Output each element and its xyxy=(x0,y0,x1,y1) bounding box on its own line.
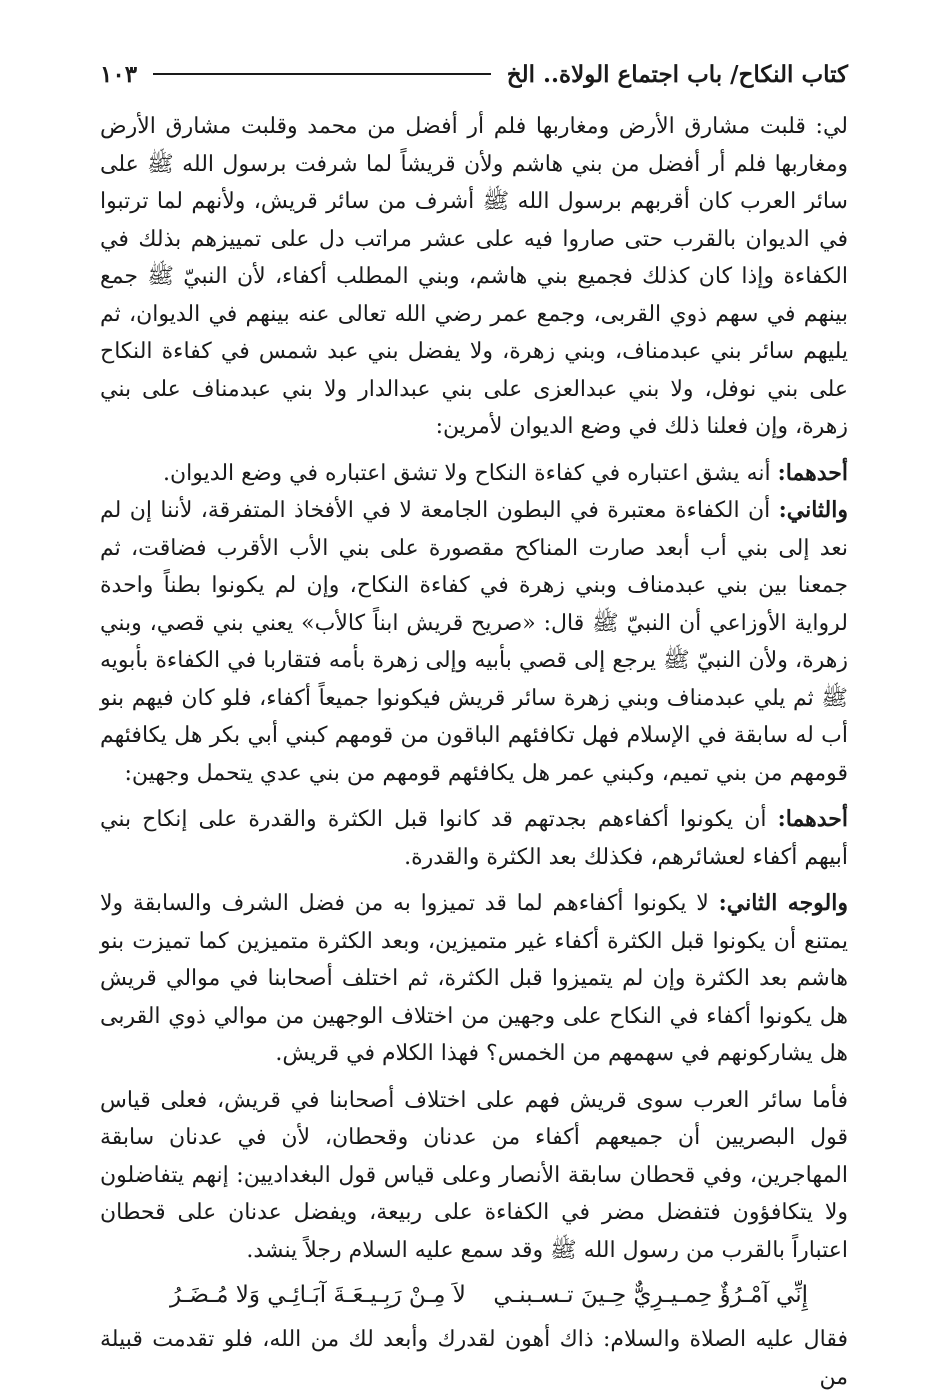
chapter-title: كتاب النكاح/ باب اجتماع الولاة.. الخ xyxy=(506,60,848,88)
verse-first-hemistich: إِنِّي آمْـرُؤٌ حِمـيـرِيٌّ حِـينَ تـسـبنـي xyxy=(493,1282,808,1308)
poetry-verse xyxy=(100,1269,848,1321)
paragraph xyxy=(100,455,848,493)
paragraph-text: أنه يشق اعتباره في كفاءة النكاح ولا تشق اعتباره في وضع الديوان. xyxy=(163,460,778,486)
paragraph-text: لي: قلبت مشارق الأرض ومغاربها فلم أر أفضل من محمد وقلبت مشارق الأرض ومغاربها فلم أر أفضل من بني هاشم ولأن قريشاً لما شرفت برسول الله ﷺ على سائر العرب كان أقربهم برسول الله ﷺ أشرف من سائر قريش، ولأنهم لما ترتبوا في الديوان بالقرب حتى صاروا فيه على عشر مراتب دل على تمييزهم بذلك في الكفاءة وإذا كان كذلك فجميع بني هاشم، وبني المطلب أكفاء، لأن النبيّ ﷺ جمع بينهم في سهم ذوي القربى، وجمع عمر رضي الله تعالى عنه بينهم في الديوان، ثم يليهم سائر بني عبدمناف، وبني زهرة، ولا يفضل بني عبد شمس في كفاءة النكاح على بني نوفل، ولا بني عبدالعزى على بني عبدالدار ولا بني عبدمناف على بني زهرة، وإن فعلنا ذلك في وضع الديوان لأمرين: xyxy=(100,114,848,439)
paragraph xyxy=(100,492,848,792)
paragraph xyxy=(100,108,848,446)
header-rule xyxy=(153,73,491,75)
paragraph-lead: أحدهما: xyxy=(777,459,848,486)
running-header xyxy=(100,52,848,96)
paragraph-lead: والثاني: xyxy=(778,497,848,523)
paragraph-text: أن الكفاءة معتبرة في البطون الجامعة لا في الأفخاذ المتفرقة، لأننا إن لم نعد إلى بني أب أبعد صارت المناكح مقصورة على بني الأب الأقرب فضاقت، ثم جمعنا بين بني عبدمناف وبني زهرة في كفاءة النكاح، وإن لم يكونوا بطناً واحدة لرواية الأوزاعي أن النبيّ ﷺ قال: «صريح قريش ابناً كالأب» يعني بني قصي، وبني زهرة، ولأن النبيّ ﷺ يرجع إلى قصي بأبيه وإلى زهرة بأمه فتقاربا في الكفاءة بأبويه ﷺ ثم يلي عبدمناف وبني زهرة سائر قريش فيكونوا جميعاً أكفاء، فلو كان فيهم بنو أب له سابقة في الإسلام فهل تكافئهم الباقون من قومهم كبني أبي بكر هل يكافئهم قومهم من بني تميم، وكبني عمر هل يكافئهم قومهم من بني عدي يتحمل وجهين: xyxy=(100,498,848,786)
paragraph-text: أن يكونوا أكفاءهم بجدتهم قد كانوا قبل الكثرة والقدرة على إنكاح بني أبيهم أكفاء لعشائرهم، فكذلك بعد الكثرة والقدرة. xyxy=(100,807,848,870)
paragraph-text: فأما سائر العرب سوى قريش فهم على اختلاف أصحابنا في قريش، فعلى قياس قول البصريين أن جميعهم أكفاء من عدنان وقحطان، لأن في عدنان سابقة المهاجرين، وفي قحطان سابقة الأنصار وعلى قياس قول البغداديين: إنهم يتفاضلون ولا يتكافؤون فتفضل مضر في الكفاءة على ربيعة، ويفضل عدنان على قحطان اعتباراً بالقرب من رسول الله ﷺ وقد سمع عليه السلام رجلاً ينشد. xyxy=(100,1087,848,1263)
body-text xyxy=(100,108,848,1396)
paragraph-text: لا يكونوا أكفاءهم لما قد تميزوا به من فضل الشرف والسابقة ولا يمتنع أن يكونوا قبل الكثرة أكفاء غير متميزين، وبعد الكثرة متميزين كما تميزت بنو هاشم بعد الكثرة وإن لم يتميزوا قبل الكثرة، ثم اختلف أصحابنا في موالي قريش هل يكونوا أكفاء في النكاح على وجهين من اختلاف الوجهين من موالي ذوي القربى هل يشاركونهم في سهمهم من الخمس؟ فهذا الكلام في قريش. xyxy=(100,891,848,1066)
page-number: ١٠٣ xyxy=(100,60,138,88)
paragraph xyxy=(100,1321,848,1396)
paragraph xyxy=(100,1082,848,1270)
paragraph xyxy=(100,801,848,876)
paragraph-text: فقال عليه الصلاة والسلام: ذاك أهون لقدرك وأبعد لك من الله، فلو تقدمت قبيلة من xyxy=(100,1327,848,1390)
paragraph-lead: أحدهما: xyxy=(777,806,848,832)
paragraph-lead: والوجه الثاني: xyxy=(718,890,848,916)
verse-second-hemistich: لاَ مِـنْ رَبِـيـعَـةَ آبَـائِـي وَلا مُـضَـرُ xyxy=(170,1282,466,1308)
paragraph xyxy=(100,885,848,1073)
